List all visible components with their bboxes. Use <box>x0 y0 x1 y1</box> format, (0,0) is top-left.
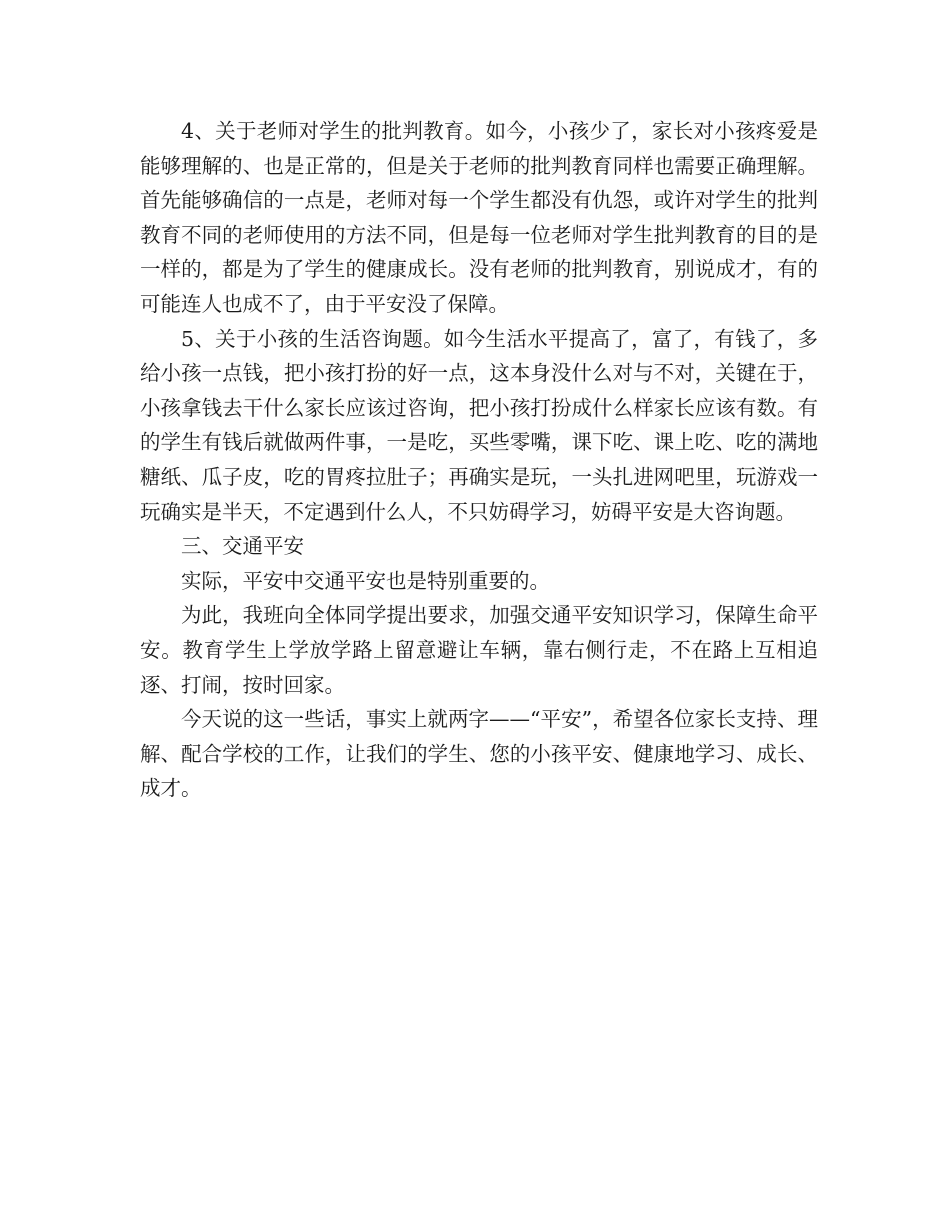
paragraph-traffic-requirements: 为此，我班向全体同学提出要求，加强交通平安知识学习，保障生命平安。教育学生上学放学路上留意避让车辆，靠右侧行走，不在路上互相追逐、打闹，按时回家。 <box>140 603 818 697</box>
paragraph-child-living-issues: 5、关于小孩的生活咨询题。如今生活水平提高了，富了，有钱了，多给小孩一点钱，把小孩打扮的好一点，这本身没什么对与不对，关键在于，小孩拿钱去干什么家长应该过咨询，把小孩打扮成什么样家长应该有数。有的学生有钱后就做两件事，一是吃，买些零嘴，课下吃、课上吃、吃的满地糖纸、瓜子皮，吃的胃疼拉肚子；再确实是玩，一头扎进网吧里，玩游戏一玩确实是半天，不定遇到什么人，不只妨碍学习，妨碍平安是大咨询题。 <box>140 326 818 524</box>
paragraph-traffic-intro: 实际，平安中交通平安也是特别重要的。 <box>181 568 550 593</box>
paragraph-teacher-criticism: 4、关于老师对学生的批判教育。如今，小孩少了，家长对小孩疼爱是能够理解的、也是正常的，但是关于老师的批判教育同样也需要正确理解。首先能够确信的一点是，老师对每一个学生都没有仇怨，或许对学生的批判教育不同的老师使用的方法不同，但是每一位老师对学生批判教育的目的是一样的，都是为了学生的健康成长。没有老师的批判教育，别说成才，有的可能连人也成不了，由于平安没了保障。 <box>140 119 818 316</box>
document-body <box>140 114 818 806</box>
paragraph-closing: 今天说的这一些话，事实上就两字——“平安”，希望各位家长支持、理解、配合学校的工作，让我们的学生、您的小孩平安、健康地学习、成长、成才。 <box>140 707 818 801</box>
section-heading-traffic-safety: 三、交通平安 <box>181 534 304 559</box>
